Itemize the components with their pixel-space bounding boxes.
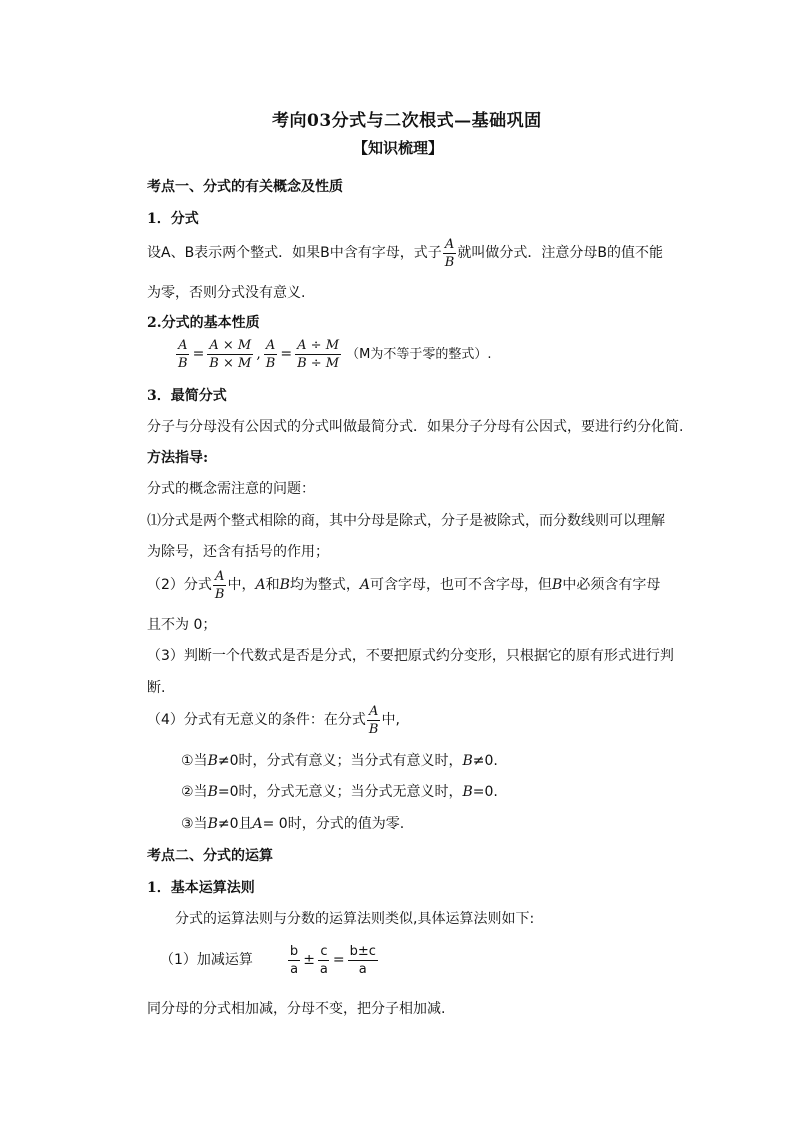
var-b: B <box>207 753 218 769</box>
frac-numerator: A <box>369 703 379 719</box>
fraction <box>264 337 278 372</box>
frac-numerator: A <box>265 337 276 353</box>
text-run: 和 <box>265 577 280 593</box>
method-heading: 方法指导: <box>147 450 209 466</box>
text-run: （4）分式有无意义的条件：在分式 <box>147 712 366 728</box>
text-run: 中, <box>381 712 400 728</box>
item-1-heading: 1．分式 <box>147 211 199 227</box>
text-run: 设A、B表示两个整式．如果B中含有字母，式子 <box>147 245 442 261</box>
fraction <box>207 337 253 372</box>
text-run: ≠0时，分式有意义；当分式有意义时， <box>217 753 463 769</box>
page-title: 考向03分式与二次根式—基础巩固 <box>272 111 542 131</box>
fraction-a-over-b <box>443 236 457 271</box>
text-run: ≠0. <box>472 753 498 769</box>
text-run: =0时，分式无意义；当分式无意义时， <box>217 784 463 800</box>
comma: , <box>256 346 261 362</box>
item-1-line2: 为零，否则分式没有意义. <box>147 285 306 301</box>
frac-denominator: B × M <box>209 355 252 371</box>
rule-label: （1）加减运算 <box>160 952 253 968</box>
item-2-heading: 2.分式的基本性质 <box>147 315 260 331</box>
frac-denominator: B <box>178 355 188 371</box>
text-run: ③当 <box>181 816 208 832</box>
condition-3 <box>181 813 404 833</box>
frac-numerator: A <box>444 236 455 252</box>
frac-numerator: b <box>289 943 299 959</box>
text-run: 中， <box>227 577 256 593</box>
frac-denominator: B <box>444 254 455 270</box>
method-point-2-line2: 且不为 0； <box>147 617 217 633</box>
var-b: B <box>552 577 563 593</box>
item-3-heading: 3．最简分式 <box>147 388 227 404</box>
equals-sign: = <box>192 346 205 362</box>
var-b: B <box>462 784 473 800</box>
method-point-3-line2: 断. <box>147 680 166 696</box>
text-run: 就叫做分式．注意分母B的值不能 <box>457 245 663 261</box>
var-b: B <box>207 816 218 832</box>
var-b: B <box>462 753 473 769</box>
fraction <box>288 943 300 978</box>
text-run: ≠0且 <box>217 816 253 832</box>
method-point-3-line1: （3）判断一个代数式是否是分式，不要把原式约分变形，只根据它的原有形式进行判 <box>147 648 674 664</box>
frac-denominator: B <box>368 721 379 737</box>
fraction-a-over-b <box>213 568 227 603</box>
condition-2 <box>181 781 498 801</box>
var-a: A <box>255 577 266 593</box>
frac-numerator: A <box>215 568 225 584</box>
frac-numerator: A ÷ M <box>297 337 340 353</box>
method-intro: 分式的概念需注意的问题： <box>147 481 315 497</box>
section-1-heading: 考点一、分式的有关概念及性质 <box>147 179 343 195</box>
fraction-a-over-b <box>367 703 381 738</box>
method-point-1-line1: ⑴分式是两个整式相除的商，其中分母是除式，分子是被除式，而分数线则可以理解 <box>147 513 665 529</box>
text-run: ②当 <box>181 784 208 800</box>
text-run: =0. <box>472 784 498 800</box>
var-b: B <box>207 784 218 800</box>
frac-denominator: a <box>290 961 299 977</box>
var-a: A <box>359 577 371 593</box>
plus-minus-sign: ± <box>303 952 315 968</box>
section-2-heading: 考点二、分式的运算 <box>147 848 273 864</box>
basic-property-formula <box>175 334 491 375</box>
equals-sign: = <box>280 346 293 362</box>
s2-item-1-intro: 分式的运算法则与分数的运算法则类似,具体运算法则如下: <box>175 911 535 927</box>
item-3-text: 分子与分母没有公因式的分式叫做最简分式．如果分子分母有公因式，要进行约分化简. <box>147 419 684 435</box>
frac-numerator: b±c <box>349 943 376 959</box>
method-point-4-line1 <box>147 700 400 740</box>
var-b: B <box>279 577 290 593</box>
text-run: 均为整式， <box>289 577 360 593</box>
add-subtract-explanation: 同分母的分式相加减，分母不变，把分子相加减. <box>147 1001 446 1017</box>
frac-denominator: a <box>319 961 328 977</box>
var-a: A <box>252 816 263 832</box>
item-1-line1 <box>147 233 663 273</box>
frac-numerator: c <box>320 943 328 959</box>
text-run: 中必须含有字母 <box>562 577 661 593</box>
add-subtract-rule <box>160 940 379 980</box>
fraction <box>318 943 330 978</box>
fraction <box>176 337 190 372</box>
fraction <box>295 337 341 372</box>
text-run: （2）分式 <box>147 577 212 593</box>
frac-denominator: a <box>358 961 367 977</box>
formula-note: （M为不等于零的整式）. <box>346 347 492 362</box>
text-run: = 0时，分式的值为零. <box>262 816 405 832</box>
fraction <box>348 943 378 978</box>
method-point-1-line2: 为除号，还含有括号的作用； <box>147 544 329 560</box>
page-subtitle: 【知识梳理】 <box>353 139 444 157</box>
s2-item-1-heading: 1．基本运算法则 <box>147 880 255 896</box>
frac-numerator: A <box>178 337 188 353</box>
method-point-2-line1 <box>147 565 660 605</box>
frac-numerator: A × M <box>209 337 252 353</box>
text-run: ①当 <box>181 753 208 769</box>
equals-sign: = <box>332 952 345 968</box>
condition-1 <box>181 750 498 770</box>
frac-denominator: B ÷ M <box>297 355 340 371</box>
text-run: 可含字母，也可不含字母，但 <box>370 577 553 593</box>
frac-denominator: B <box>265 355 276 371</box>
frac-denominator: B <box>214 586 225 602</box>
